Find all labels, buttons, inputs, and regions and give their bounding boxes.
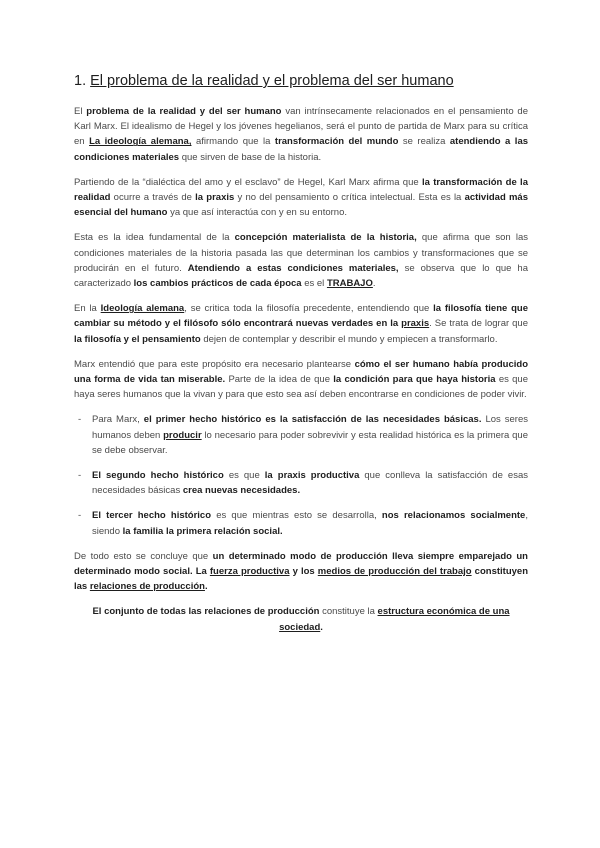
- paragraph-3: Esta es la idea fundamental de la concepción materialista de la historia, que afirma que son las condiciones materiales de la historia pasada las que determinan los cambios y transformaciones que se producirán en el futuro. Atendiendo a estas condiciones materiales, se observa que lo que ha caracterizado los cambios prácticos de cada época es el TRABAJO.: [74, 232, 528, 290]
- list-item: - Para Marx, el primer hecho histórico es la satisfacción de las necesidades básicas. Los seres humanos deben producir lo necesario para poder sobrevivir y esta realidad histórica es la primera que se debe observar.: [78, 414, 529, 456]
- dash-bullet: -: [78, 414, 82, 426]
- paragraph-5: Marx entendió que para este propósito era necesario plantearse cómo el ser humano había producido una forma de vida tan miserable. Parte de la idea de que la condición para que haya historia es que haya seres humanos que la vivan y para que esto sea así deben encontrarse en condiciones de poder vivir.: [74, 358, 529, 401]
- historical-facts-list: [74, 412, 528, 538]
- section-heading: [74, 72, 528, 90]
- list-item: - El segundo hecho histórico es que la praxis productiva que conlleva la satisfacción de esas necesidades básicas crea nuevas necesidades.: [78, 470, 528, 497]
- paragraph-6: De todo esto se concluye que un determinado modo de producción lleva siempre emparejado un determinado modo social. La fuerza productiva y los medios de producción del trabajo constituyen las relaciones de producción.: [74, 550, 528, 593]
- list-item: - El tercer hecho histórico es que mientras esto se desarrolla, nos relacionamos socialmente, siendo la familia la primera relación social.: [78, 510, 528, 537]
- paragraph-2: Partiendo de la “dialéctica del amo y el esclavo” de Hegel, Karl Marx afirma que la transformación de la realidad ocurre a través de la praxis y no del pensamiento o crítica intelectual. Esta es la actividad más esencial del humano ya que así interactúa con y en su entorno.: [74, 176, 528, 219]
- dash-bullet: -: [78, 510, 82, 522]
- heading-number: 1.: [74, 73, 87, 89]
- paragraph-4: En la Ideología alemana, se critica toda la filosofía precedente, entendiendo que la filosofía tiene que cambiar su método y el filósofo sólo encontrará nuevas verdades en la praxis. Se trata de lograr que la filosofía y el pensamiento dejen de contemplar y describir el mundo y empiecen a transformarlo.: [74, 303, 528, 345]
- dash-bullet: -: [78, 470, 82, 482]
- paragraph-7-conclusion: El conjunto de todas las relaciones de producción constituye la estructura económica de una sociedad.: [92, 606, 510, 633]
- heading-title: El problema de la realidad y el problema del ser humano: [90, 73, 454, 89]
- document-page: [74, 72, 528, 645]
- paragraph-1: El problema de la realidad y del ser humano van intrínsecamente relacionados en el pensamiento de Karl Marx. El idealismo de Hegel y los jóvenes hegelianos, será el punto de partida de Marx para su crítica en La ideología alemana, afirmando que la transformación del mundo se realiza atendiendo a las condiciones materiales que sirven de base de la historia.: [74, 106, 529, 163]
